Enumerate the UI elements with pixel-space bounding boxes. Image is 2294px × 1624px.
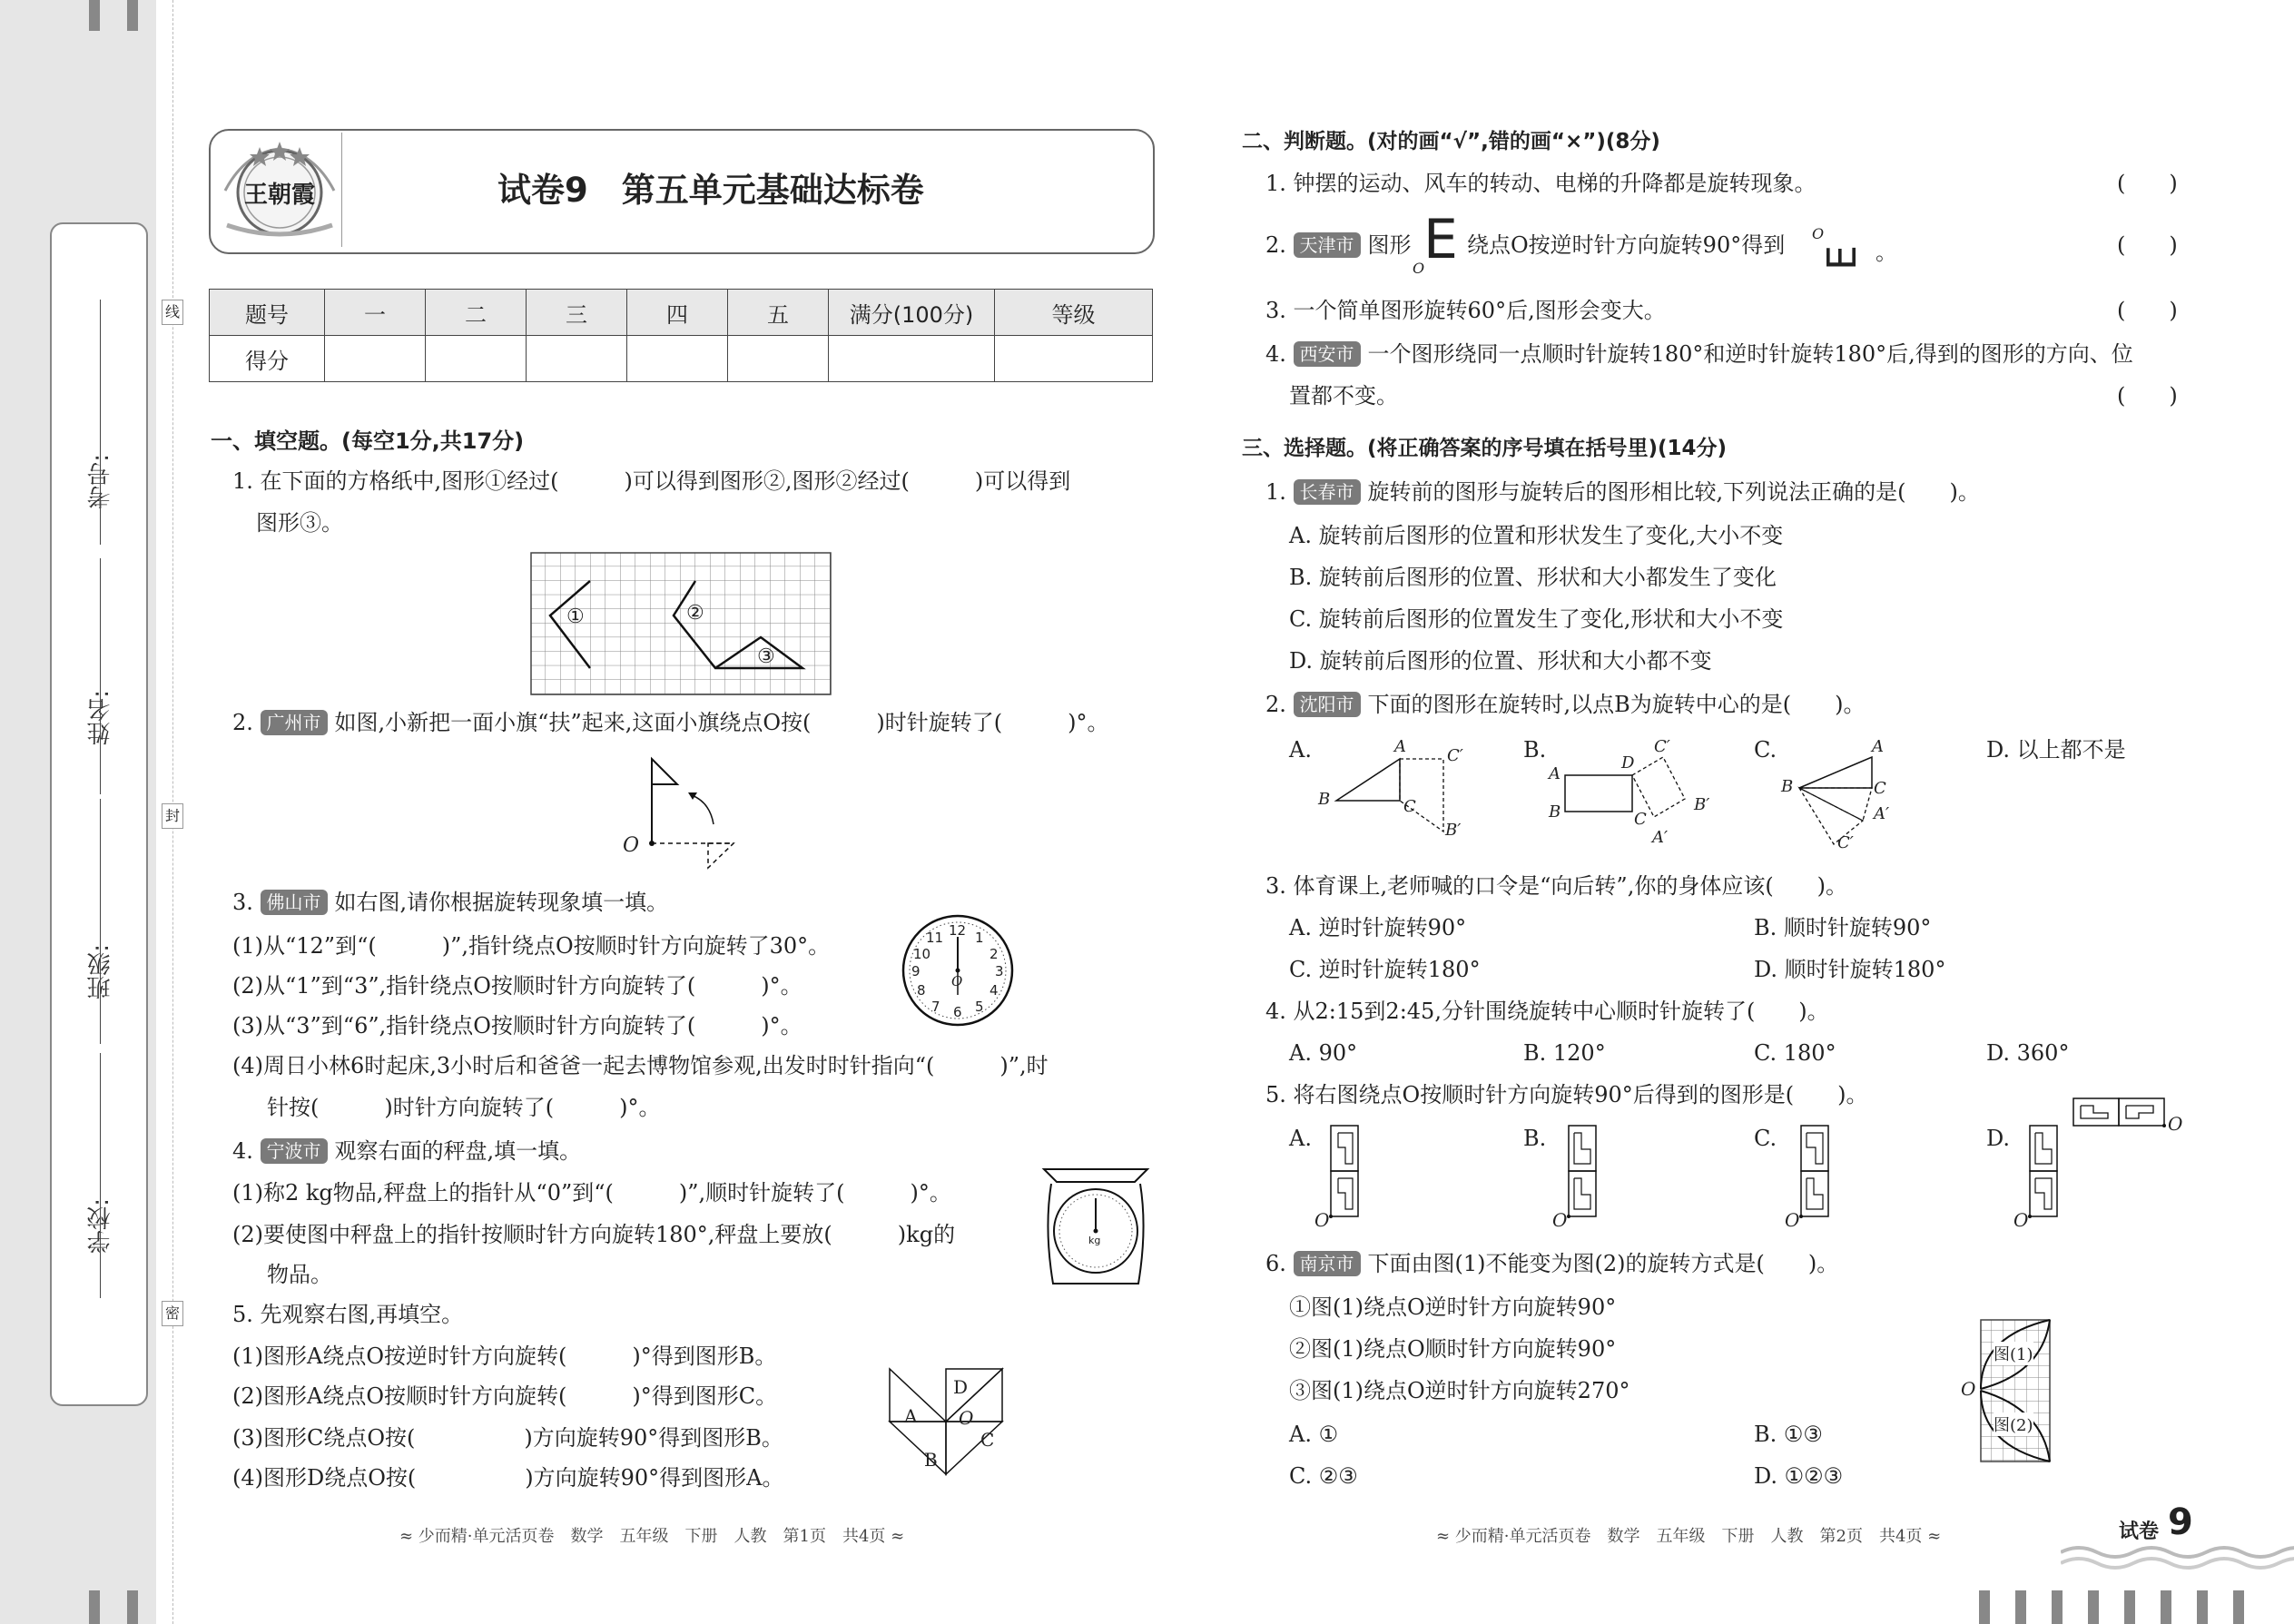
grid-label-1: ① bbox=[566, 605, 585, 628]
pinwheel-label-c: C bbox=[980, 1429, 995, 1451]
page-title: 试卷9 第五单元基础达标卷 bbox=[497, 171, 924, 210]
s1-q1-line2: 图形③。 bbox=[256, 510, 343, 536]
s2-q4 bbox=[1265, 340, 2133, 369]
s3-q2-opt-c[interactable]: C. bbox=[1754, 737, 1777, 763]
logo-seal bbox=[218, 134, 341, 247]
q6-label-1: 图(1) bbox=[1994, 1342, 2033, 1365]
s3-q5: 5. 将右图绕点O按顺时针方向旋转90°后得到的图形是( )。 bbox=[1265, 1082, 1868, 1107]
s2-q2 bbox=[1265, 231, 1412, 260]
shape-e-rotated-icon: E bbox=[1818, 245, 1866, 271]
clock-num-4: 4 bbox=[989, 982, 999, 999]
score-cell[interactable] bbox=[829, 336, 995, 382]
fig-c-label-a: A bbox=[1872, 737, 1884, 756]
q5-c-point: O bbox=[1785, 1209, 1800, 1231]
s1-q5: 5. 先观察右图,再填空。 bbox=[232, 1302, 464, 1327]
s1-q3-2: (2)从“1”到“3”,指针绕点O按顺时针方向旋转了( )°。 bbox=[232, 973, 802, 999]
line-school bbox=[100, 1053, 101, 1298]
s3-q4-opt-b[interactable]: B. 120° bbox=[1523, 1040, 1606, 1066]
tick-mark bbox=[2161, 1590, 2171, 1624]
pinwheel-label-d: D bbox=[953, 1376, 969, 1398]
fig-a-label-c-prime: C′ bbox=[1447, 746, 1463, 765]
tick-mark bbox=[127, 1590, 138, 1624]
s3-q3: 3. 体育课上,老师喊的口令是“向后转”,你的身体应该( )。 bbox=[1265, 873, 1848, 899]
s3-q1-opt-c[interactable]: C. 旋转前后图形的位置发生了变化,形状和大小不变 bbox=[1289, 606, 1784, 632]
clock-num-8: 8 bbox=[917, 982, 926, 999]
s1-q3 bbox=[232, 888, 668, 917]
label-class: 班级: bbox=[87, 944, 114, 999]
s3-q2 bbox=[1265, 690, 1866, 719]
flag-figure bbox=[626, 750, 753, 877]
s2-q2-c: 。 bbox=[1876, 240, 1897, 265]
score-cell[interactable] bbox=[527, 336, 627, 382]
q5-option-b-figure bbox=[1565, 1122, 1598, 1222]
tick-mark bbox=[2088, 1590, 2099, 1624]
s3-q1-opt-b[interactable]: B. 旋转前后图形的位置、形状和大小都发生了变化 bbox=[1289, 565, 1777, 590]
clock-center-o: O bbox=[951, 973, 963, 989]
q5-source-figure bbox=[2072, 1097, 2173, 1127]
fig-b-label-a: A bbox=[1549, 764, 1561, 783]
mark-close: 密 bbox=[162, 1301, 183, 1326]
flag-point-o: O bbox=[623, 834, 640, 857]
q5-a-point: O bbox=[1314, 1209, 1330, 1231]
s1-q3-3: (3)从“3”到“6”,指针绕点O按顺时针方向旋转了( )°。 bbox=[232, 1013, 802, 1038]
s1-q3-1: (1)从“12”到“( )”,指针绕点O按顺时针方向旋转了30°。 bbox=[232, 933, 831, 959]
fig-a-label-c: C bbox=[1403, 797, 1416, 816]
city-badge: 宁波市 bbox=[261, 1138, 328, 1164]
city-badge: 西安市 bbox=[1294, 341, 1361, 367]
q5-option-d-figure bbox=[2026, 1122, 2059, 1222]
fig-b-label-b-prime: B′ bbox=[1694, 795, 1710, 814]
footer-left: ≈ 少而精·单元活页卷 数学 五年级 下册 人教 第1页 共4页 ≈ bbox=[399, 1527, 905, 1546]
s3-q5-opt-a[interactable]: A. bbox=[1289, 1126, 1312, 1151]
grid-label-3: ③ bbox=[757, 645, 775, 668]
q6-label-2: 图(2) bbox=[1994, 1412, 2033, 1436]
s3-q2-opt-a[interactable]: A. bbox=[1289, 737, 1312, 763]
s1-q3-num: 3. bbox=[232, 890, 253, 915]
s3-q6-opt-a[interactable]: A. ① bbox=[1289, 1422, 1339, 1447]
answer-paren[interactable]: ( ) bbox=[2117, 383, 2178, 408]
mark-seal: 封 bbox=[162, 803, 183, 829]
s3-q3-opt-b[interactable]: B. 顺时针旋转90° bbox=[1754, 915, 1932, 940]
s1-q4-text: 观察右面的秤盘,填一填。 bbox=[334, 1138, 582, 1164]
s3-q1-text: 旋转前的图形与旋转后的图形相比较,下列说法正确的是( )。 bbox=[1367, 479, 1980, 505]
fig-a-label-b-prime: B′ bbox=[1445, 821, 1462, 840]
label-name: 姓名: bbox=[87, 690, 114, 745]
s1-q5-4: (4)图形D绕点O按( )方向旋转90°得到图形A。 bbox=[232, 1465, 784, 1491]
s3-q6-opt-c[interactable]: C. ②③ bbox=[1289, 1463, 1358, 1489]
s1-q3-4a: (4)周日小林6时起床,3小时后和爸爸一起去博物馆参观,出发时时针指向“( )”,时 bbox=[232, 1053, 1049, 1078]
s1-q3-4b: 针按( )时针方向旋转了( )°。 bbox=[267, 1095, 661, 1120]
pinwheel-label-o: O bbox=[959, 1407, 974, 1429]
s2-q4-b: 置都不变。 bbox=[1289, 383, 1398, 408]
city-badge: 长春市 bbox=[1294, 479, 1361, 505]
scale-figure bbox=[1040, 1166, 1151, 1289]
s3-q6-item-1: ①图(1)绕点O逆时针方向旋转90° bbox=[1289, 1294, 1617, 1320]
pinwheel-figure bbox=[886, 1365, 1006, 1478]
s1-q4-1: (1)称2 kg物品,秤盘上的指针从“0”到“( )”,顺时针旋转了( )°。 bbox=[232, 1180, 951, 1206]
fig-b-label-a-prime: A′ bbox=[1652, 828, 1669, 847]
s2-q3: 3. 一个简单图形旋转60°后,图形会变大。 bbox=[1265, 298, 1666, 323]
s3-q3-opt-c[interactable]: C. 逆时针旋转180° bbox=[1289, 957, 1481, 982]
score-header-cell: 题号 bbox=[210, 290, 325, 336]
s1-q2 bbox=[232, 708, 1108, 737]
s1-q4-2a: (2)要使图中秤盘上的指针按顺时针方向旋转180°,秤盘上要放( )kg的 bbox=[232, 1222, 956, 1247]
q5-d-point: O bbox=[2013, 1209, 2029, 1231]
scale-unit: kg bbox=[1088, 1235, 1101, 1246]
clock-num-5: 5 bbox=[975, 999, 984, 1015]
score-table bbox=[209, 289, 1153, 382]
score-header-cell: 一 bbox=[325, 290, 426, 336]
score-row-label: 得分 bbox=[210, 336, 325, 382]
rotation-figure-a bbox=[1331, 744, 1458, 850]
s3-q5-opt-d[interactable]: D. bbox=[1986, 1126, 2011, 1151]
score-cell[interactable] bbox=[995, 336, 1153, 382]
clock-num-11: 11 bbox=[926, 930, 944, 946]
fig-c-label-c: C bbox=[1874, 779, 1886, 798]
s2-q4-num: 4. bbox=[1265, 341, 1286, 367]
scale-icon bbox=[1040, 1166, 1151, 1289]
tick-mark bbox=[2052, 1590, 2063, 1624]
section2-heading: 二、判断题。(对的画“√”,错的画“×”)(8分) bbox=[1242, 130, 1660, 153]
score-header-cell: 五 bbox=[728, 290, 829, 336]
s3-q4-opt-c[interactable]: C. 180° bbox=[1754, 1040, 1836, 1066]
q5-option-c-figure bbox=[1797, 1122, 1830, 1222]
clock-num-2: 2 bbox=[989, 946, 999, 962]
tick-mark bbox=[2124, 1590, 2135, 1624]
tick-mark bbox=[127, 0, 138, 31]
answer-paren[interactable]: ( ) bbox=[2117, 232, 2178, 258]
s3-q4-opt-a[interactable]: A. 90° bbox=[1289, 1040, 1358, 1066]
city-badge: 佛山市 bbox=[261, 890, 328, 915]
score-header-cell: 满分(100分) bbox=[829, 290, 995, 336]
q5-option-a-figure bbox=[1327, 1122, 1360, 1222]
s2-q1: 1. 钟摆的运动、风车的转动、电梯的升降都是旋转现象。 bbox=[1265, 171, 1816, 196]
line-exam-number bbox=[100, 300, 101, 545]
pinwheel-label-a: A bbox=[904, 1405, 918, 1427]
s1-q5-2: (2)图形A绕点O按顺时针方向旋转( )°得到图形C。 bbox=[232, 1383, 778, 1409]
s3-q2-text: 下面的图形在旋转时,以点B为旋转中心的是( )。 bbox=[1367, 692, 1866, 717]
s3-q1-opt-a[interactable]: A. 旋转前后图形的位置和形状发生了变化,大小不变 bbox=[1289, 523, 1784, 548]
s3-q6-num: 6. bbox=[1265, 1251, 1286, 1276]
s3-q1-opt-d[interactable]: D. 旋转前后图形的位置、形状和大小都不变 bbox=[1289, 648, 1712, 674]
s3-q6-opt-d[interactable]: D. ①②③ bbox=[1754, 1463, 1844, 1489]
s1-q4-2b: 物品。 bbox=[267, 1262, 332, 1287]
s3-q4-opt-d[interactable]: D. 360° bbox=[1986, 1040, 2070, 1066]
fig-b-label-c-prime: C′ bbox=[1654, 737, 1670, 756]
shape-e-icon: E bbox=[1423, 208, 1458, 271]
tick-mark bbox=[2015, 1590, 2026, 1624]
tick-mark bbox=[89, 0, 100, 31]
section3-heading: 三、选择题。(将正确答案的序号填在括号里)(14分) bbox=[1242, 437, 1728, 460]
s1-q1-line1: 1. 在下面的方格纸中,图形①经过( )可以得到图形②,图形②经过( )可以得到 bbox=[232, 468, 1071, 494]
clock-num-10: 10 bbox=[913, 946, 931, 962]
q5-source-point: O bbox=[2168, 1113, 2183, 1135]
tick-mark bbox=[89, 1590, 100, 1624]
clock-figure bbox=[901, 913, 1015, 1028]
s3-q1-num: 1. bbox=[1265, 479, 1286, 505]
s3-q6 bbox=[1265, 1249, 1838, 1278]
header-divider bbox=[341, 133, 342, 247]
clock-num-12: 12 bbox=[949, 922, 967, 939]
q5-b-point: O bbox=[1552, 1209, 1568, 1231]
s1-q4 bbox=[232, 1137, 581, 1166]
s3-q6-item-2: ②图(1)绕点O顺时针方向旋转90° bbox=[1289, 1336, 1617, 1362]
answer-paren[interactable]: ( ) bbox=[2117, 298, 2178, 323]
section1-heading: 一、填空题。(每空1分,共17分) bbox=[211, 428, 525, 454]
s3-q2-opt-b[interactable]: B. bbox=[1523, 737, 1547, 763]
fig-c-label-b: B bbox=[1781, 777, 1794, 796]
page-badge-number: 9 bbox=[2164, 1501, 2197, 1543]
clock-num-6: 6 bbox=[953, 1004, 962, 1020]
q6-label-o: O bbox=[1961, 1378, 1976, 1400]
clock-num-3: 3 bbox=[995, 963, 1004, 979]
tick-mark bbox=[2233, 1590, 2244, 1624]
fig-c-label-a-prime: A′ bbox=[1874, 804, 1890, 823]
s3-q4: 4. 从2:15到2:45,分针围绕旋转中心顺时针旋转了( )。 bbox=[1265, 999, 1829, 1024]
city-badge: 南京市 bbox=[1294, 1251, 1361, 1276]
s1-q2-num: 2. bbox=[232, 710, 253, 735]
city-badge: 广州市 bbox=[261, 710, 328, 735]
clock-num-7: 7 bbox=[931, 999, 940, 1015]
score-header-cell: 三 bbox=[527, 290, 627, 336]
s3-q6-text: 下面由图(1)不能变为图(2)的旋转方式是( )。 bbox=[1367, 1251, 1839, 1276]
fig-a-label-b: B bbox=[1318, 790, 1331, 809]
clock-num-9: 9 bbox=[911, 963, 921, 979]
fig-c-label-c-prime: C′ bbox=[1837, 833, 1854, 852]
fig-b-label-b: B bbox=[1549, 802, 1561, 822]
s3-q5-opt-b[interactable]: B. bbox=[1523, 1126, 1547, 1151]
s3-q2-num: 2. bbox=[1265, 692, 1286, 717]
s1-q5-3: (3)图形C绕点O按( )方向旋转90°得到图形B。 bbox=[232, 1425, 783, 1451]
label-school: 学校: bbox=[87, 1198, 114, 1254]
fig-b-label-c: C bbox=[1634, 810, 1647, 829]
s3-q3-opt-a[interactable]: A. 逆时针旋转90° bbox=[1289, 915, 1467, 940]
s3-q6-opt-b[interactable]: B. ①③ bbox=[1754, 1422, 1823, 1447]
line-class bbox=[100, 799, 101, 1044]
score-cell[interactable] bbox=[426, 336, 527, 382]
shape-e-point: O bbox=[1413, 260, 1425, 277]
score-header-cell: 四 bbox=[627, 290, 728, 336]
s1-q4-num: 4. bbox=[232, 1138, 253, 1164]
score-cell[interactable] bbox=[325, 336, 426, 382]
s1-q3-text: 如右图,请你根据旋转现象填一填。 bbox=[334, 890, 669, 915]
score-header-cell: 二 bbox=[426, 290, 527, 336]
pinwheel-label-b: B bbox=[924, 1449, 938, 1471]
fig-a-label-a: A bbox=[1394, 737, 1406, 756]
s3-q2-opt-d[interactable]: D. 以上都不是 bbox=[1986, 737, 2126, 763]
fig-b-label-d: D bbox=[1621, 753, 1635, 773]
s2-q2-a: 图形 bbox=[1367, 232, 1412, 258]
s3-q3-opt-d[interactable]: D. 顺时针旋转180° bbox=[1754, 957, 1946, 982]
s3-q6-item-3: ③图(1)绕点O逆时针方向旋转270° bbox=[1289, 1378, 1630, 1403]
s2-q2-b: 绕点O按逆时针方向旋转90°得到 bbox=[1467, 232, 1786, 258]
footer-right: ≈ 少而精·单元活页卷 数学 五年级 下册 人教 第2页 共4页 ≈ bbox=[1436, 1527, 1942, 1546]
line-name bbox=[100, 558, 101, 794]
mark-line: 线 bbox=[162, 300, 183, 325]
logo-text: 王朝霞 bbox=[243, 182, 315, 209]
score-cell[interactable] bbox=[627, 336, 728, 382]
score-cell[interactable] bbox=[728, 336, 829, 382]
s1-q2-text: 如图,小新把一面小旗“扶”起来,这面小旗绕点O按( )时针旋转了( )°。 bbox=[334, 710, 1109, 735]
s1-q5-1: (1)图形A绕点O按逆时针方向旋转( )°得到图形B。 bbox=[232, 1343, 777, 1369]
s3-q5-opt-c[interactable]: C. bbox=[1754, 1126, 1777, 1151]
clock-num-1: 1 bbox=[975, 930, 984, 946]
score-header-cell: 等级 bbox=[995, 290, 1153, 336]
shape-rot-point: O bbox=[1812, 225, 1825, 242]
s2-q4-a: 一个图形绕同一点顺时针旋转180°和逆时针旋转180°后,得到的图形的方向、位 bbox=[1367, 341, 2133, 367]
q6-figure bbox=[1979, 1318, 2052, 1463]
answer-paren[interactable]: ( ) bbox=[2117, 171, 2178, 196]
s3-q1 bbox=[1265, 477, 1980, 507]
tick-mark bbox=[1979, 1590, 1990, 1624]
page-badge-label: 试卷 bbox=[2115, 1516, 2162, 1544]
s2-q2-num: 2. bbox=[1265, 232, 1286, 258]
city-badge: 天津市 bbox=[1294, 232, 1361, 258]
tick-mark bbox=[2197, 1590, 2208, 1624]
label-exam-number: 考号: bbox=[87, 454, 114, 509]
grid-label-2: ② bbox=[686, 602, 704, 625]
city-badge: 沈阳市 bbox=[1294, 692, 1361, 717]
